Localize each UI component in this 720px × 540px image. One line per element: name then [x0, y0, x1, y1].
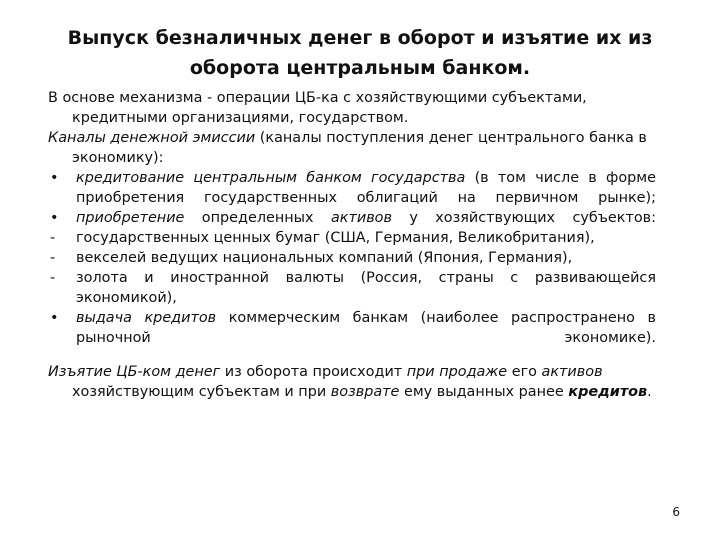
bullet-marker: • — [50, 210, 59, 226]
bullet-marker: • — [50, 170, 59, 186]
withdrawal-text-2: его — [507, 364, 542, 380]
bullet-state-lending — [48, 168, 656, 208]
slide-title — [60, 23, 660, 83]
assets-term: активов — [541, 364, 603, 380]
dash-item-text: векселей ведущих национальных компаний (Япония, Германия), — [76, 250, 573, 266]
title-line-1: Выпуск безналичных денег в оборот и изъятие их из — [67, 27, 653, 49]
state-lending-term: кредитование центральным банком государства — [76, 170, 466, 186]
dash-item-text: государственных ценных бумаг (США, Германия, Великобритания), — [76, 230, 595, 246]
emission-channels-paragraph — [48, 128, 656, 168]
assets-term: активов — [330, 210, 392, 226]
bullet-asset-purchase — [48, 208, 656, 228]
credits-term: кредитов — [568, 384, 648, 400]
bullet-marker: • — [50, 310, 59, 326]
return-term: возврате — [330, 384, 400, 400]
dash-item-bills — [48, 248, 656, 268]
dash-marker: - — [50, 230, 56, 246]
dash-item-gold-currency — [48, 268, 656, 308]
bank-credits-text: коммерческим банкам (наиболее распространено в рыночной экономике). — [76, 310, 656, 346]
withdrawal-text-4: ему выданных ранее — [399, 384, 569, 400]
purchase-mid-text: определенных — [184, 210, 331, 226]
withdrawal-text-3: хозяйствующим субъектам и при — [72, 384, 331, 400]
dash-marker: - — [50, 270, 56, 286]
dash-marker: - — [50, 250, 56, 266]
withdrawal-term: Изъятие ЦБ-ком денег — [48, 364, 221, 380]
state-lending-text: (в том числе в форме приобретения государственных облигаций на первичном рынке); — [76, 170, 656, 206]
page-number: 6 — [672, 505, 680, 519]
purchase-term: приобретение — [76, 210, 185, 226]
emission-channels-term: Каналы денежной эмиссии — [48, 130, 256, 146]
dash-item-securities — [48, 228, 656, 248]
withdrawal-paragraph — [48, 362, 656, 402]
withdrawal-text-5: . — [647, 384, 652, 400]
withdrawal-text-1: из оборота происходит — [220, 364, 407, 380]
dash-item-text: золота и иностранной валюты (Россия, страны с развивающейся экономикой), — [76, 270, 656, 306]
slide-body — [48, 88, 656, 402]
purchase-rest-text: у хозяйствующих субъектов: — [391, 210, 656, 226]
emission-channels-text: (каналы поступления денег центрального банка в экономику): — [72, 130, 647, 166]
intro-paragraph: В основе механизма - операции ЦБ-ка с хозяйствующими субъектами, кредитными организациями, государством. — [48, 90, 587, 126]
bank-credits-term: выдача кредитов — [76, 310, 217, 326]
sale-term: при продаже — [406, 364, 508, 380]
bullet-bank-credits — [48, 308, 656, 348]
title-line-2: оборота центральным банком. — [189, 57, 531, 79]
